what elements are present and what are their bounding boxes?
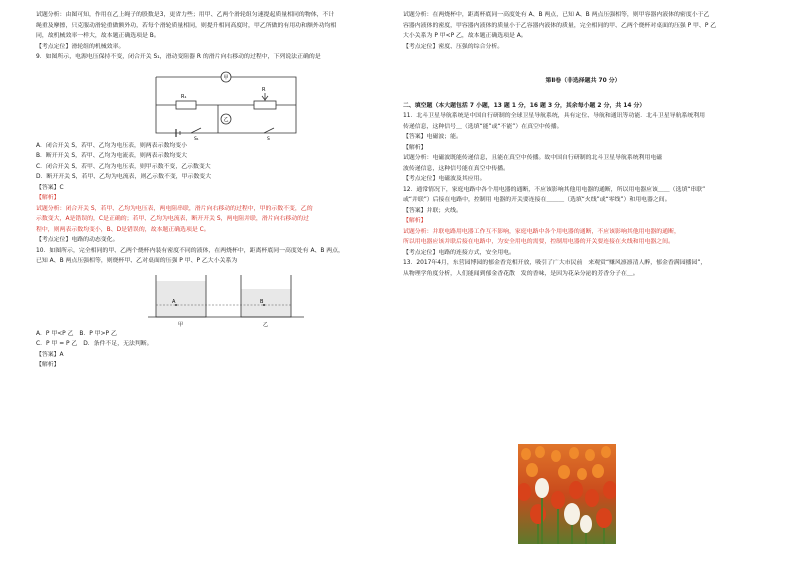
analysis-label: 【解析】 — [36, 195, 60, 201]
tulip-field-photo — [518, 444, 616, 544]
question-11-text: 传递信息，这种信号＿（选填“能”或“不能”）在真空中传播。 — [403, 123, 563, 130]
analysis-text: 容器内液体的密度，甲容器内液体的质量小于乙容器内液体的质量，完全相同的甲、乙两个烧杯对桌面的压强 P 甲、P 乙 — [403, 22, 717, 29]
option-d: D．断开开关 S，若甲、乙均为电流表，则乙示数不变，甲示数变大 — [36, 174, 212, 180]
beaker-jia-label: 甲 — [178, 321, 184, 328]
analysis-text: 所以用电器应该并联后接在电路中，为安全用电的需要，控制用电器的开关要连接在火线和用电器之间。 — [403, 239, 674, 245]
analysis-text: 程中，则两表示数均变小，B、D是错误的，故本题正确选项是 C。 — [36, 226, 210, 233]
beaker-figure — [36, 267, 396, 329]
option-cd: C．P 甲 = P 乙 D．条件不足，无法判断。 — [36, 341, 153, 347]
question-13-text: 从物理学角度分析，人们能闻到郁金香花散 发的香味，是因为花朵分泌的芳香分子在＿。 — [403, 270, 639, 277]
point-a: A — [172, 298, 176, 305]
analysis-text: 试题分析：并联电路用电器工作互不影响，家庭电路中各个用电器的通断，不应该影响其他用电器的通断， — [403, 228, 680, 235]
option-b: B．断开开关 S，若甲、乙均为电流表，则两表示数均变大 — [36, 153, 188, 159]
option-ab: A．P 甲<P 乙 B．P 甲>P 乙 — [36, 330, 117, 337]
answer-label: 【答案】A — [36, 351, 64, 358]
s1-label: S₁ — [194, 136, 199, 141]
text-line: 同，故机械效率一样大，故本题正确选项是 B。 — [36, 33, 160, 39]
text-line: 试题分析：由图可知，作用在乙上绳子的股数是3，更省力些；用甲、乙两个滑轮组匀速提起质量相同的物体，不计 — [36, 12, 335, 18]
analysis-text: 波传递信息，这种信号能在真空中传播。 — [403, 165, 510, 172]
left-column — [36, 10, 396, 371]
kaodian-label: 【考点定位】密度、压强的综合分析。 — [403, 43, 504, 50]
right-column — [403, 10, 763, 279]
analysis-text: 试题分析：在两烧杯中，距离杯底同一高度处有 A、B 两点，已知 A、B 两点压强相等，则甲容器内液体的密度小于乙 — [403, 12, 710, 18]
section-heading: 二、填空题（本大题包括 7 小题，13 题 1 分，16 题 3 分，其余每小题 2 分，共 14 分） — [403, 102, 646, 109]
beaker-svg — [146, 267, 306, 329]
tulip-photo-svg — [518, 444, 616, 544]
r1-label: R₁ — [181, 93, 187, 100]
question-12-text: 或“并联”）后接在电路中，控制用 电器的开关要连接在＿＿＿（选填“火线”或“零线”）和用电器之间。 — [403, 197, 671, 203]
question-11: 11．北斗卫星导航系统是中国自行研制的全球卫星导航系统，具有定位、导航和通讯等功能．北斗卫星导航系统利用 — [403, 113, 706, 119]
question-13: 13．2017年4月，东营园博园的郁金香竞相开放，吸引了广大市民前 来观赏“赚风凛凛清人醉，郁金香满园播园”， — [403, 260, 707, 266]
kaodian-label: 【考点定位】电路的动态变化。 — [36, 237, 119, 243]
analysis-text: 大小关系为 P 甲<P 乙，故本题正确选项是 A。 — [403, 33, 527, 39]
meter-jia-label: 甲 — [223, 74, 229, 81]
r-label: R — [262, 86, 266, 93]
analysis-label: 【解析】 — [36, 362, 60, 368]
section-title: 第Ⅱ卷（非选择题共 70 分） — [545, 78, 621, 84]
text-line: 绳重及摩擦，只克服动滑轮重做额外功，若每个滑轮质量相同，则提升相同高度时，甲乙所做的有用功和额外功均相 — [36, 22, 337, 29]
answer-label: 【答案】电磁波；能。 — [403, 134, 462, 140]
point-b: B — [260, 298, 264, 305]
kaodian-label: 【考点定位】滑轮组的机械效率。 — [36, 43, 125, 50]
option-c: C．闭合开关 S，若甲、乙均为电压表，则甲示数不变，乙示数变大 — [36, 163, 211, 170]
question-10-text: 已知 A、B 两点压强相等，则烧杯甲、乙对桌面的压强 P 甲、P 乙大小关系为 — [36, 258, 238, 264]
analysis-text: 试题分析：电磁波既能传递信息，且能在真空中传播。故中国自行研制的北斗卫星导航系统利用电磁 — [403, 155, 663, 161]
answer-label: 【答案】并联；火线。 — [403, 207, 462, 214]
question-9: 9．如图所示，电源电压保持不变，闭合开关 S₁，滑动变阻器 R 的滑片向右移动的过程中，下列说法正确的是 — [36, 54, 321, 60]
option-a: A．闭合开关 S，若甲、乙均为电压表，则两表示数均变小 — [36, 142, 188, 149]
kaodian-label: 【考点定位】电磁波及其应用。 — [403, 176, 486, 182]
analysis-label: 【解析】 — [403, 144, 427, 151]
circuit-diagram — [36, 63, 396, 141]
s-label: S — [267, 136, 270, 141]
analysis-label: 【解析】 — [403, 218, 427, 224]
beaker-yi-label: 乙 — [263, 321, 269, 328]
analysis-text: 示数变大，A是错误的，C是正确的；若甲、乙均为电流表，断开开关 S，两电阻并联，滑片向右移动的过 — [36, 216, 309, 222]
kaodian-label: 【考点定位】电路的连接方式，安全用电。 — [403, 249, 515, 256]
meter-yi-label: 乙 — [223, 116, 229, 123]
question-10: 10．如图所示，完全相同的甲、乙两个烧杯内装有密度不同的液体，在两烧杯中，距离杯底同一高度处有 A、B 两点， — [36, 247, 344, 254]
analysis-text: 试题分析：闭合开关 S，若甲、乙均为电压表，两电阻串联，滑片向右移动的过程中，甲的示数不变，乙的 — [36, 205, 313, 212]
circuit-svg — [146, 65, 306, 141]
question-12: 12．通常情况下，家庭电路中各个用电器的通断，不应该影响其他用电器的通断，所以用电器应该＿＿（选填“串联” — [403, 186, 706, 193]
answer-label: 【答案】C — [36, 184, 64, 191]
